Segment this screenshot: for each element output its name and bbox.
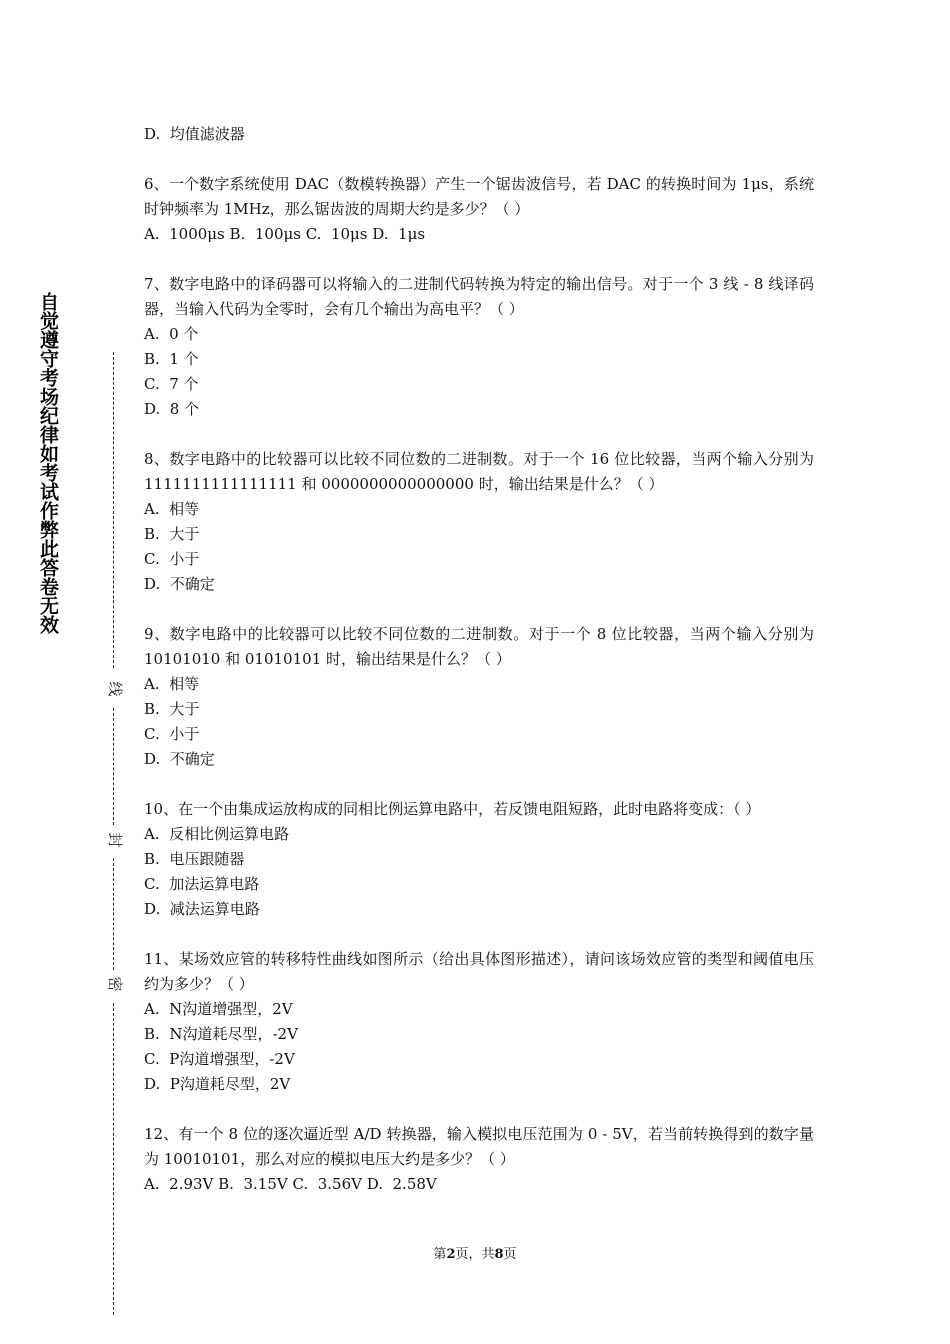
seal-mark-line: 线 xyxy=(106,681,124,697)
footer-middle: 页，共 xyxy=(455,1247,495,1262)
seal-mark-secret: 密 xyxy=(106,976,124,992)
question-stem: 9、数字电路中的比较器可以比较不同位数的二进制数。对于一个 8 位比较器，当两个输入分别为 10101010 和 01010101 时，输出结果是什么？（ ） xyxy=(144,625,814,668)
total-page-count: 8 xyxy=(494,1247,504,1262)
question-5-tail xyxy=(144,122,814,147)
question-9 xyxy=(144,622,814,772)
binding-dashed-line xyxy=(113,1003,114,1315)
current-page-number: 2 xyxy=(446,1247,456,1262)
option-d: D. 8 个 xyxy=(144,400,200,418)
question-8 xyxy=(144,447,814,597)
question-7 xyxy=(144,272,814,422)
binding-dashed-line xyxy=(113,858,114,970)
option-a: A. 相等 xyxy=(144,500,200,518)
option-c: C. 加法运算电路 xyxy=(144,875,260,893)
seal-mark-seal: 封 xyxy=(106,832,124,848)
question-10 xyxy=(144,797,814,922)
option-c: C. 小于 xyxy=(144,550,200,568)
question-stem: 7、数字电路中的译码器可以将输入的二进制代码转换为特定的输出信号。对于一个 3 线 - 8 线译码器，当输入代码为全零时，会有几个输出为高电平？（ ） xyxy=(144,275,814,318)
option-a: A. 反相比例运算电路 xyxy=(144,825,290,843)
option: D. 均值滤波器 xyxy=(144,125,245,143)
option-b: B. N沟道耗尽型，-2V xyxy=(144,1025,298,1043)
question-6 xyxy=(144,172,814,247)
option-d: D. 不确定 xyxy=(144,575,215,593)
question-stem: 6、一个数字系统使用 DAC（数模转换器）产生一个锯齿波信号，若 DAC 的转换时间为 1μs，系统时钟频率为 1MHz，那么锯齿波的周期大约是多少？（ ） xyxy=(144,175,814,218)
question-stem: 12、有一个 8 位的逐次逼近型 A/D 转换器，输入模拟电压范围为 0 - 5V，若当前转换得到的数字量为 10010101，那么对应的模拟电压大约是多少？（ ） xyxy=(144,1125,814,1168)
exam-rules-notice: 自觉遵守考场纪律如考试作弊此答卷无效 xyxy=(37,292,59,634)
footer-prefix: 第 xyxy=(433,1247,447,1262)
option-d: D. P沟道耗尽型，2V xyxy=(144,1075,291,1093)
option: A. 1000μs B. 100μs C. 10μs D. 1μs xyxy=(144,225,426,243)
question-12 xyxy=(144,1122,814,1197)
option-a: A. 0 个 xyxy=(144,325,199,343)
option-b: B. 大于 xyxy=(144,525,200,543)
option-b: B. 电压跟随器 xyxy=(144,850,245,868)
question-stem: 11、某场效应管的转移特性曲线如图所示（给出具体图形描述），请问该场效应管的类型和阈值电压约为多少？（ ） xyxy=(144,950,814,993)
option-d: D. 不确定 xyxy=(144,750,215,768)
binding-dashed-line xyxy=(113,352,114,668)
option-c: C. P沟道增强型，-2V xyxy=(144,1050,295,1068)
option-c: C. 小于 xyxy=(144,725,200,743)
page-footer xyxy=(0,1245,950,1265)
option: A. 2.93V B. 3.15V C. 3.56V D. 2.58V xyxy=(144,1175,437,1193)
question-stem: 8、数字电路中的比较器可以比较不同位数的二进制数。对于一个 16 位比较器，当两个输入分别为 1111111111111111 和 0000000000000000 时，输出结果是什么？（ ） xyxy=(144,450,814,493)
question-stem: 10、在一个由集成运放构成的同相比例运算电路中，若反馈电阻短路，此时电路将变成：（ ） xyxy=(144,800,761,818)
option-b: B. 大于 xyxy=(144,700,200,718)
option-a: A. 相等 xyxy=(144,675,200,693)
option-d: D. 减法运算电路 xyxy=(144,900,260,918)
option-a: A. N沟道增强型，2V xyxy=(144,1000,293,1018)
binding-dashed-line xyxy=(113,708,114,825)
option-c: C. 7 个 xyxy=(144,375,199,393)
question-list xyxy=(144,122,814,1197)
question-11 xyxy=(144,947,814,1097)
footer-suffix: 页 xyxy=(503,1247,517,1262)
option-b: B. 1 个 xyxy=(144,350,199,368)
